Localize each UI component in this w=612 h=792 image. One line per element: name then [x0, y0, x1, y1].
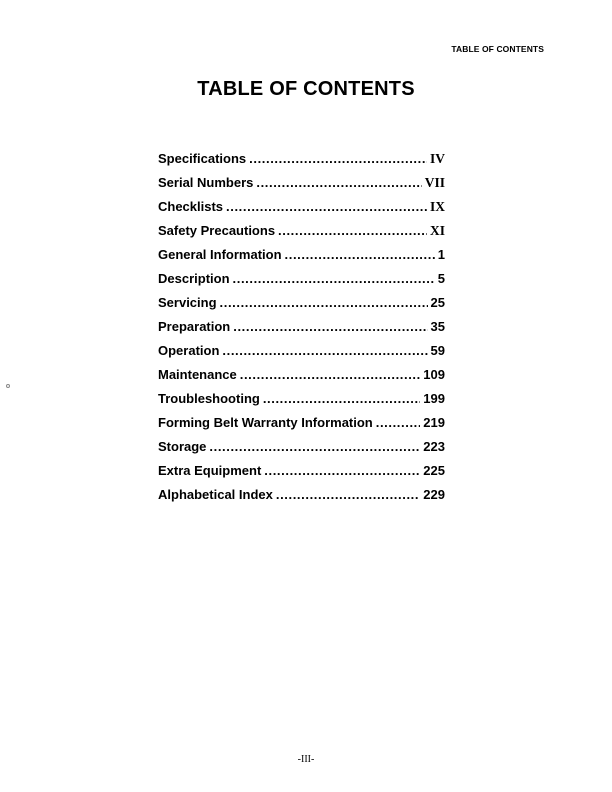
toc-dot-leader: [209, 439, 420, 454]
toc-entry-alphabetical-index[interactable]: [158, 487, 445, 511]
toc-entry-page: 35: [430, 319, 445, 334]
toc-dot-leader: [249, 151, 427, 166]
toc-entry-title: Servicing: [158, 295, 217, 310]
toc-dot-leader: [222, 343, 427, 358]
page-title: TABLE OF CONTENTS: [197, 78, 415, 100]
toc-entry-title: Description: [158, 271, 230, 286]
toc-entry-specifications[interactable]: [158, 151, 445, 175]
toc-entry-page: 59: [430, 343, 445, 358]
toc-entry-title: Forming Belt Warranty Information: [158, 415, 373, 430]
toc-entry-title: Extra Equipment: [158, 463, 262, 478]
toc-entry-title: Troubleshooting: [158, 391, 260, 406]
toc-entry-servicing[interactable]: [158, 295, 445, 319]
toc-dot-leader: [285, 247, 435, 262]
toc-entry-preparation[interactable]: [158, 319, 445, 343]
toc-entry-title: Storage: [158, 439, 207, 454]
toc-dot-leader: [276, 487, 420, 502]
toc-entry-page: IV: [429, 151, 445, 166]
page-number: -III-: [297, 754, 315, 765]
toc-list: [158, 151, 445, 511]
toc-dot-leader: [233, 319, 427, 334]
toc-entry-forming-belt-warranty-information[interactable]: [158, 415, 445, 439]
toc-entry-title: Maintenance: [158, 367, 237, 382]
toc-entry-page: 229: [423, 487, 445, 502]
toc-entry-page: 109: [423, 367, 445, 382]
toc-dot-leader: [226, 199, 427, 214]
toc-entry-storage[interactable]: [158, 439, 445, 463]
toc-entry-title: Serial Numbers: [158, 175, 254, 190]
toc-dot-leader: [240, 367, 421, 382]
toc-entry-page: 25: [430, 295, 445, 310]
toc-entry-safety-precautions[interactable]: [158, 223, 445, 247]
toc-entry-general-information[interactable]: [158, 247, 445, 271]
toc-entry-title: Specifications: [158, 151, 247, 166]
running-header: TABLE OF CONTENTS: [451, 44, 544, 54]
toc-entry-serial-numbers[interactable]: [158, 175, 445, 199]
toc-entry-page: XI: [429, 223, 445, 238]
toc-entry-page: 1: [437, 247, 445, 262]
toc-entry-title: Preparation: [158, 319, 231, 334]
toc-entry-page: 225: [423, 463, 445, 478]
toc-entry-title: Operation: [158, 343, 220, 358]
toc-entry-title: Safety Precautions: [158, 223, 276, 238]
toc-entry-page: 199: [423, 391, 445, 406]
toc-dot-leader: [220, 295, 428, 310]
margin-mark: [6, 384, 10, 388]
toc-entry-title: General Information: [158, 247, 282, 262]
toc-entry-troubleshooting[interactable]: [158, 391, 445, 415]
toc-dot-leader: [264, 463, 420, 478]
toc-dot-leader: [278, 223, 427, 238]
toc-entry-page: 219: [423, 415, 445, 430]
toc-dot-leader: [376, 415, 421, 430]
toc-entry-title: Alphabetical Index: [158, 487, 273, 502]
toc-entry-maintenance[interactable]: [158, 367, 445, 391]
toc-entry-title: Checklists: [158, 199, 224, 214]
toc-entry-page: 5: [437, 271, 445, 286]
toc-entry-page: 223: [423, 439, 445, 454]
toc-entry-extra-equipment[interactable]: [158, 463, 445, 487]
toc-dot-leader: [256, 175, 421, 190]
toc-entry-page: VII: [424, 175, 445, 190]
toc-entry-checklists[interactable]: [158, 199, 445, 223]
toc-entry-description[interactable]: [158, 271, 445, 295]
toc-entry-operation[interactable]: [158, 343, 445, 367]
toc-entry-page: IX: [429, 199, 445, 214]
toc-dot-leader: [263, 391, 420, 406]
toc-dot-leader: [233, 271, 435, 286]
